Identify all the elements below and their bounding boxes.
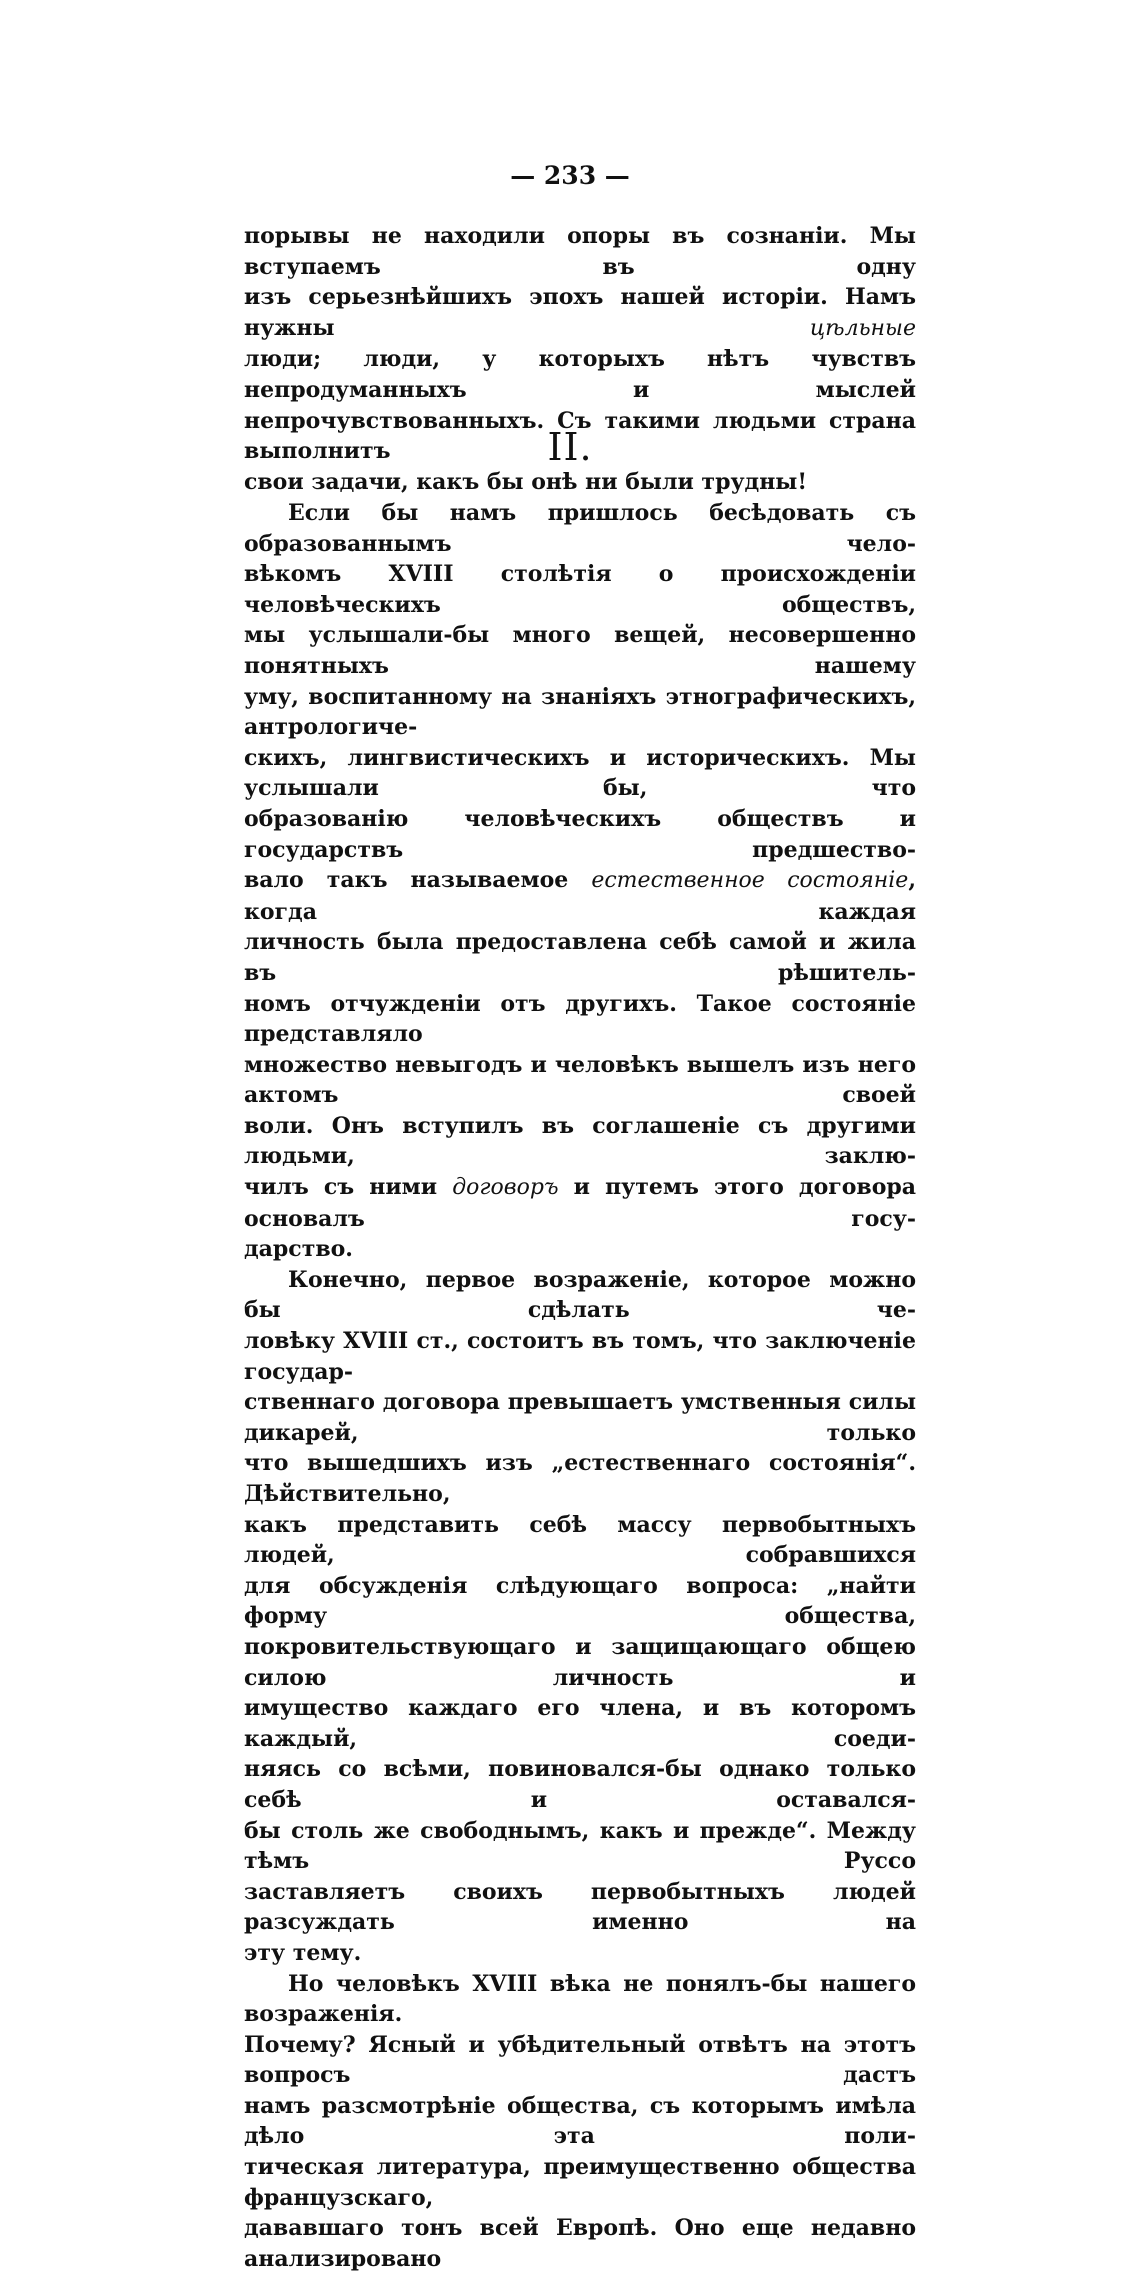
text-line: няясь со всѣми, повиновался-бы однако только себѣ и оставался-	[244, 1756, 916, 1813]
text-line: дававшаго тонъ всей Европѣ. Оно еще недавно анализировано	[244, 2215, 916, 2272]
text-line: изъ серьезнѣйшихъ эпохъ нашей исторіи. Намъ нужны цѣльные	[244, 284, 916, 341]
text-line: образованію человѣческихъ обществъ и государствъ предшество-	[244, 805, 916, 863]
text-line: Почему? Ясный и убѣдительный отвѣтъ на этотъ вопросъ дастъ	[244, 2031, 916, 2089]
text-line: Конечно, первое возраженіе, которое можно бы сдѣлать че-	[244, 1266, 916, 1324]
text-line: эту тему.	[244, 1939, 362, 1966]
text-line: дарство.	[244, 1236, 353, 1263]
page-number: — 233 —	[510, 161, 630, 190]
text-line: покровительствующаго и защищающаго общею силою личность и	[244, 1633, 916, 1691]
text-line: чилъ съ ними договоръ и путемъ этого договора основалъ госу-	[244, 1174, 917, 1232]
text-line: Но человѣкъ XVIII вѣка не понялъ-бы нашего возраженія.	[244, 1970, 916, 2028]
text-line: свои задачи, какъ бы онѣ ни были трудны!	[244, 468, 808, 495]
section-heading: II.	[547, 425, 593, 469]
text-line: номъ отчужденіи отъ другихъ. Такое состояніе представляло	[244, 990, 916, 1048]
text-line: личность была предоставлена себѣ самой и жила въ рѣшитель-	[244, 929, 916, 986]
text-line: люди; люди, у которыхъ нѣтъ чувствъ непродуманныхъ и мыслей	[244, 346, 916, 403]
text-line: уму, воспитанному на знаніяхъ этнографическихъ, антрологиче-	[244, 683, 916, 741]
text-line: намъ разсмотрѣніе общества, съ которымъ имѣла дѣло эта поли-	[244, 2092, 916, 2150]
italic-phrase: естественное состояніе	[591, 868, 909, 894]
text-line: Если бы намъ пришлось бесѣдовать съ образованнымъ чело-	[244, 500, 916, 557]
text-line: тическая литература, преимущественно общества французскаго,	[244, 2154, 916, 2211]
main-text	[244, 498, 916, 2274]
text-line: порывы не находили опоры въ сознаніи. Мы вступаемъ въ одну	[244, 223, 916, 280]
text-line: вѣкомъ XVIII столѣтія о происхожденіи человѣческихъ обществъ,	[244, 561, 916, 618]
text-line: множество невыгодъ и человѣкъ вышелъ изъ него актомъ своей	[244, 1051, 916, 1109]
text-line: ственнаго договора превышаетъ умственныя силы дикарей, только	[244, 1389, 916, 1446]
text-line: воли. Онъ вступилъ въ соглашеніе съ другими людьми, заклю-	[244, 1112, 916, 1170]
text-line: заставляетъ своихъ первобытныхъ людей разсуждать именно на	[244, 1878, 916, 1936]
text-line: вало такъ называемое естественное состояніе, когда каждая	[244, 867, 916, 925]
italic-word: договоръ	[452, 1175, 559, 1201]
text-line: непрочувствованныхъ. Съ такими людьми страна выполнитъ	[244, 407, 916, 465]
text-line: имущество каждаго его члена, и въ которомъ каждый, соеди-	[244, 1695, 916, 1752]
text-line: для обсужденія слѣдующаго вопроса: „найти форму общества,	[244, 1572, 916, 1630]
text-line: бы столь же свободнымъ, какъ и прежде“. Между тѣмъ Руссо	[244, 1817, 916, 1875]
text-line: какъ представить себѣ массу первобытныхъ людей, собравшихся	[244, 1511, 916, 1569]
text-line: что вышедшихъ изъ „естественнаго состоянія“. Дѣйствительно,	[244, 1450, 916, 1507]
text-line: мы услышали-бы много вещей, несовершенно понятныхъ нашему	[244, 622, 916, 679]
text-line: скихъ, лингвистическихъ и историческихъ. Мы услышали бы, что	[244, 744, 916, 802]
italic-word: цѣльные	[809, 315, 916, 341]
text-line: ловѣку XVIII ст., состоитъ въ томъ, что заключеніе государ-	[244, 1328, 916, 1385]
